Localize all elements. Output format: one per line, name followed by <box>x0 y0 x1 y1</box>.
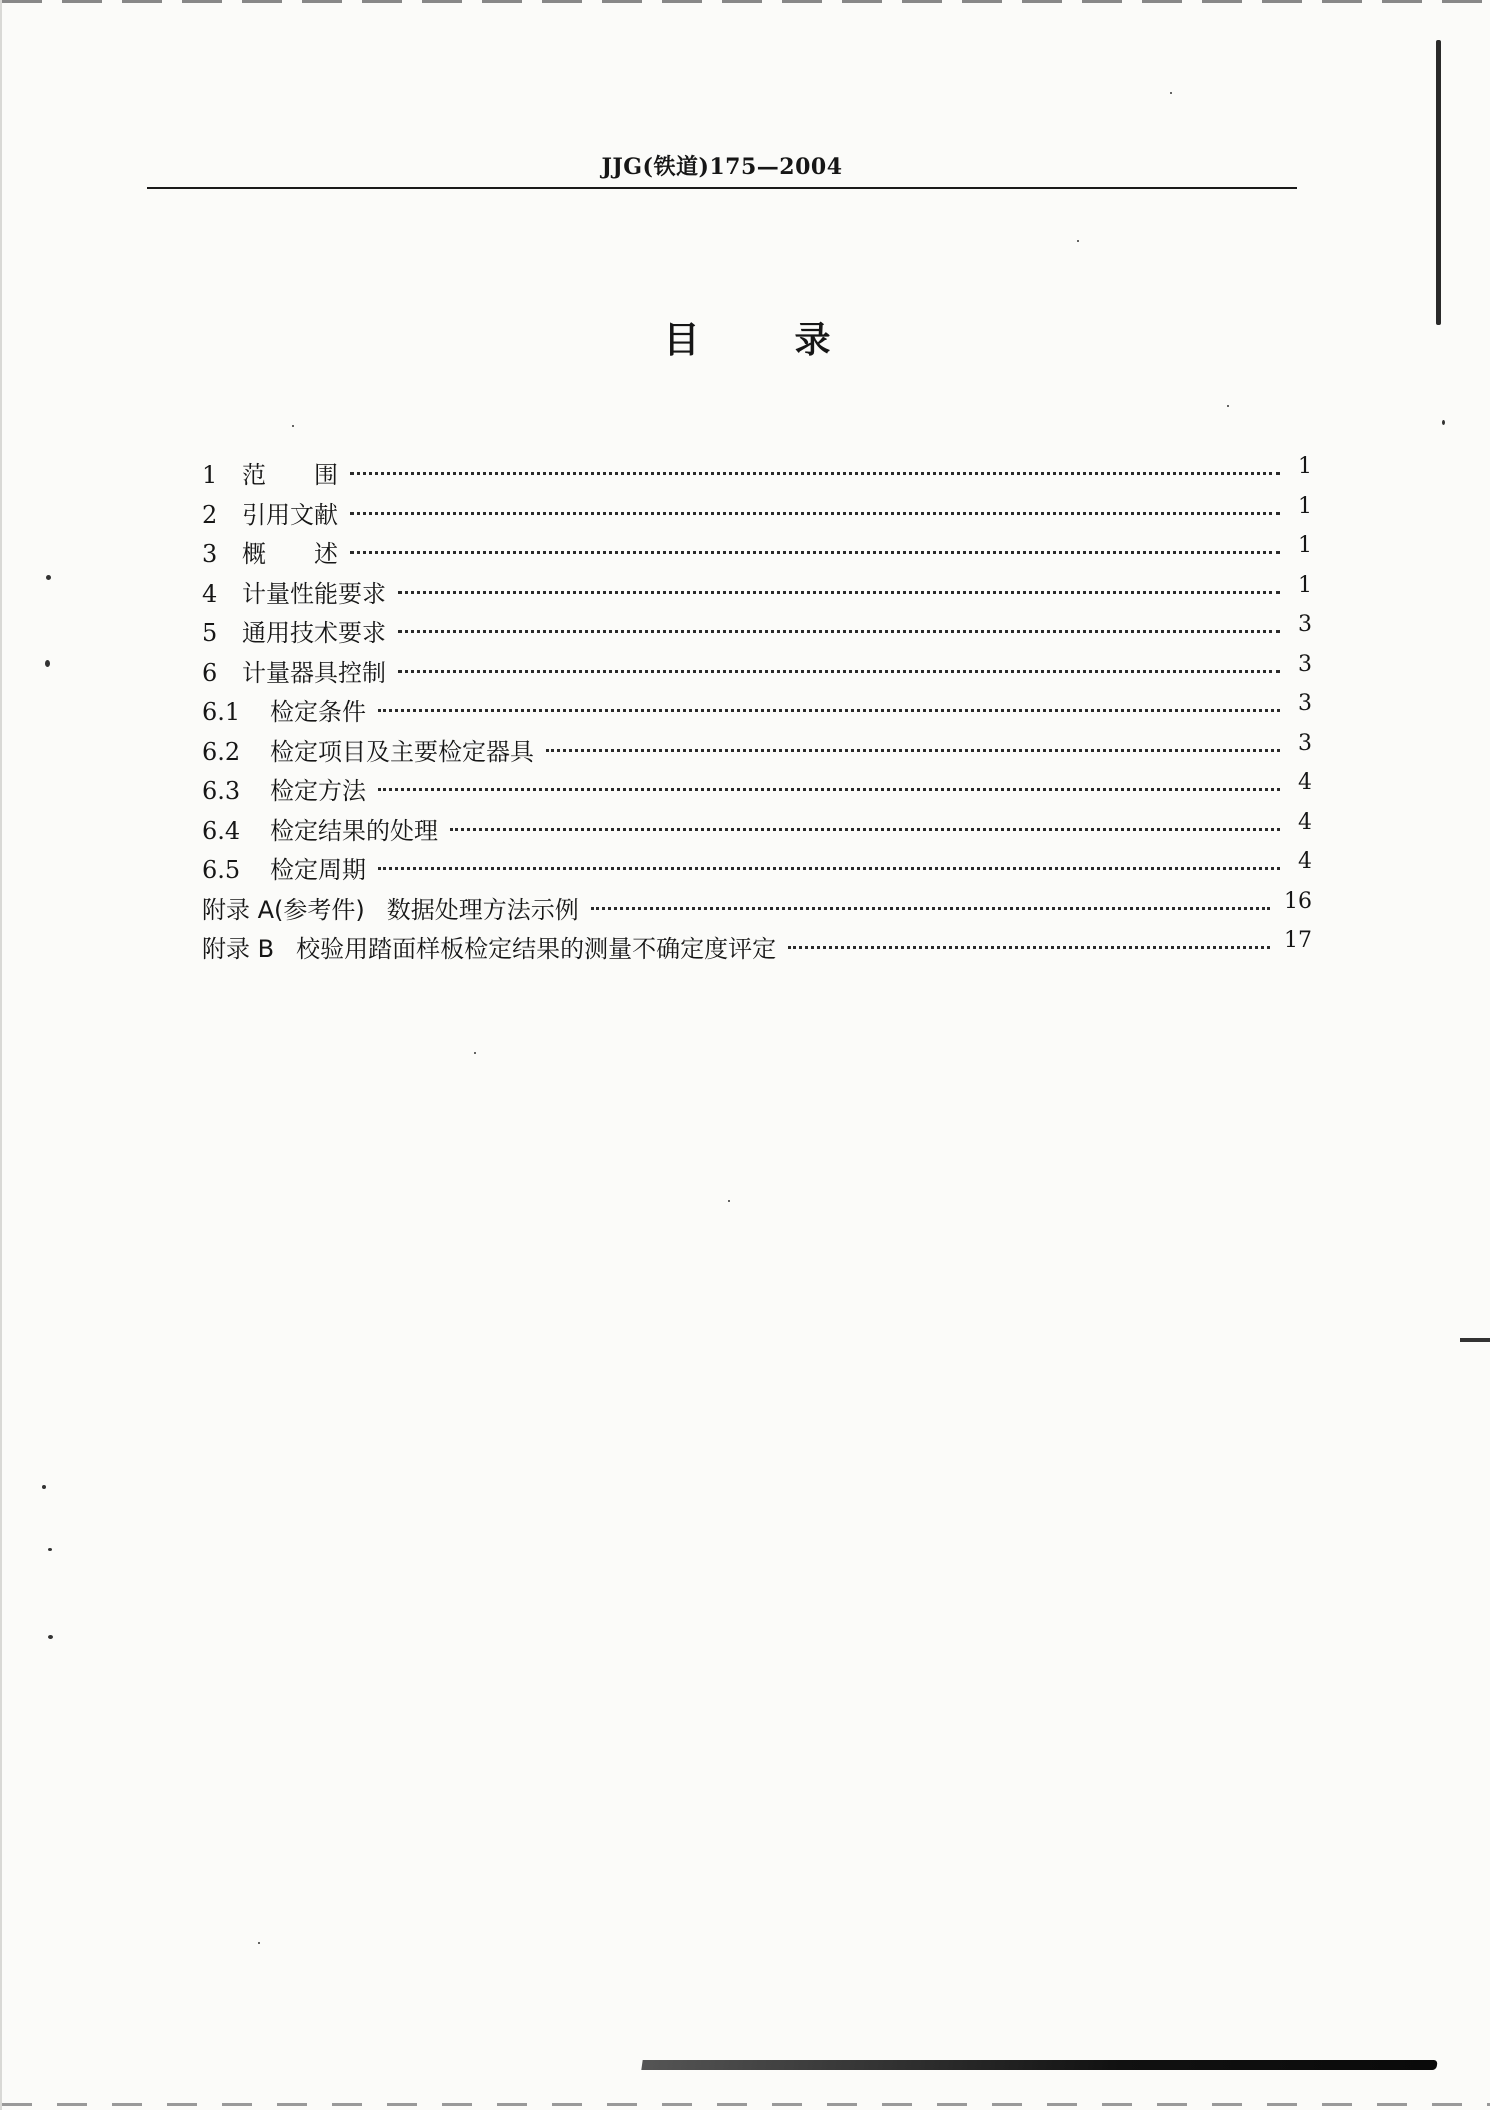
toc-entry-number: 6 <box>202 658 218 687</box>
scan-speck <box>46 575 51 580</box>
toc-entry[interactable] <box>202 455 1312 495</box>
toc-entry-page: 1 <box>1298 454 1312 479</box>
title-char-2: 录 <box>794 320 831 361</box>
toc-entry-page: 3 <box>1298 651 1312 677</box>
scan-speck <box>48 1635 53 1639</box>
toc-dot-leader <box>350 512 1280 515</box>
toc-entry-page: 3 <box>1298 691 1312 716</box>
toc-entry-number: 6.1 <box>202 698 241 726</box>
toc-entry-number: 6.5 <box>202 856 241 884</box>
toc-entry-page: 3 <box>1298 730 1312 756</box>
toc-entry-title: 检定条件 <box>270 698 366 726</box>
toc-dot-leader <box>378 788 1280 791</box>
toc-entry-number: 2 <box>202 500 218 529</box>
toc-dot-leader <box>378 709 1280 712</box>
toc-entry-number: 6.2 <box>202 737 241 766</box>
toc-entry[interactable] <box>202 534 1312 574</box>
toc-entry-title: 通用技术要求 <box>242 619 386 647</box>
toc-entry-page: 1 <box>1298 572 1312 598</box>
toc-entry-number: 3 <box>202 540 218 568</box>
toc-entry[interactable] <box>202 692 1312 732</box>
scan-speck <box>292 425 294 427</box>
toc-dot-leader <box>591 907 1270 910</box>
toc-entry-page: 17 <box>1284 928 1312 953</box>
toc-entry-number: 附录 A(参考件) <box>202 895 365 924</box>
toc-entry-title: 引用文献 <box>242 500 338 529</box>
scan-speck <box>45 660 50 667</box>
toc-dot-leader <box>398 591 1280 594</box>
toc-entry-title: 检定项目及主要检定器具 <box>270 737 534 766</box>
toc-entry-page: 3 <box>1298 612 1312 637</box>
toc-entry-title: 数据处理方法示例 <box>386 895 579 924</box>
document-code-header: JJG(铁道)175—2004 <box>601 154 843 180</box>
toc-entry-page: 4 <box>1298 849 1312 874</box>
toc-dot-leader <box>398 630 1280 633</box>
toc-entry-number: 4 <box>202 579 218 608</box>
toc-entry-title: 检定方法 <box>270 777 366 805</box>
toc-entry[interactable] <box>202 890 1312 930</box>
toc-entry-title: 检定结果的处理 <box>270 816 438 845</box>
toc-dot-leader <box>788 946 1270 949</box>
toc-entry-title: 概 述 <box>242 540 338 568</box>
toc-dot-leader <box>350 472 1280 475</box>
scan-top-border <box>2 0 1490 3</box>
scan-speck <box>728 1200 730 1202</box>
table-of-contents <box>202 455 1312 969</box>
scan-speck <box>1442 420 1445 425</box>
toc-dot-leader <box>450 828 1280 831</box>
toc-entry-number: 附录 B <box>202 935 275 963</box>
toc-entry-page: 16 <box>1284 888 1312 914</box>
toc-dot-leader <box>398 670 1280 673</box>
toc-entry-title: 计量器具控制 <box>242 658 386 687</box>
toc-entry-page: 1 <box>1298 533 1312 558</box>
page-title <box>2 312 1490 363</box>
toc-entry-number: 5 <box>202 619 218 647</box>
scan-edge-mark <box>1436 40 1441 325</box>
scan-speck <box>1227 405 1229 407</box>
toc-entry-number: 6.3 <box>202 777 241 805</box>
scan-speck <box>1170 92 1172 94</box>
scan-dash-mark <box>1460 1338 1490 1342</box>
toc-entry[interactable] <box>202 850 1312 890</box>
scan-speck <box>258 1942 260 1944</box>
toc-entry-page: 4 <box>1298 809 1312 835</box>
toc-entry-number: 1 <box>202 461 218 489</box>
toc-entry[interactable] <box>202 771 1312 811</box>
toc-dot-leader <box>378 867 1280 870</box>
toc-entry[interactable] <box>202 495 1312 535</box>
toc-entry[interactable] <box>202 653 1312 693</box>
toc-entry-title: 计量性能要求 <box>242 579 386 608</box>
toc-entry[interactable] <box>202 929 1312 969</box>
toc-entry-title: 范 围 <box>242 461 338 489</box>
toc-dot-leader <box>350 551 1280 554</box>
header-rule <box>147 187 1297 189</box>
scan-speck <box>474 1052 476 1054</box>
scan-speck <box>42 1485 46 1489</box>
toc-entry-title: 校验用踏面样板检定结果的测量不确定度评定 <box>296 935 777 963</box>
toc-entry-page: 1 <box>1298 493 1312 519</box>
toc-entry[interactable] <box>202 732 1312 772</box>
toc-entry-number: 6.4 <box>202 816 241 845</box>
scan-bottom-bar <box>641 2060 1437 2070</box>
title-char-1: 目 <box>663 320 700 361</box>
toc-entry[interactable] <box>202 613 1312 653</box>
scan-speck <box>1077 240 1079 242</box>
toc-entry-title: 检定周期 <box>270 856 366 884</box>
toc-dot-leader <box>546 749 1280 752</box>
scan-bottom-border <box>2 2103 1490 2106</box>
toc-entry-page: 4 <box>1298 770 1312 795</box>
toc-entry[interactable] <box>202 574 1312 614</box>
scan-speck <box>48 1548 52 1551</box>
toc-entry[interactable] <box>202 811 1312 851</box>
